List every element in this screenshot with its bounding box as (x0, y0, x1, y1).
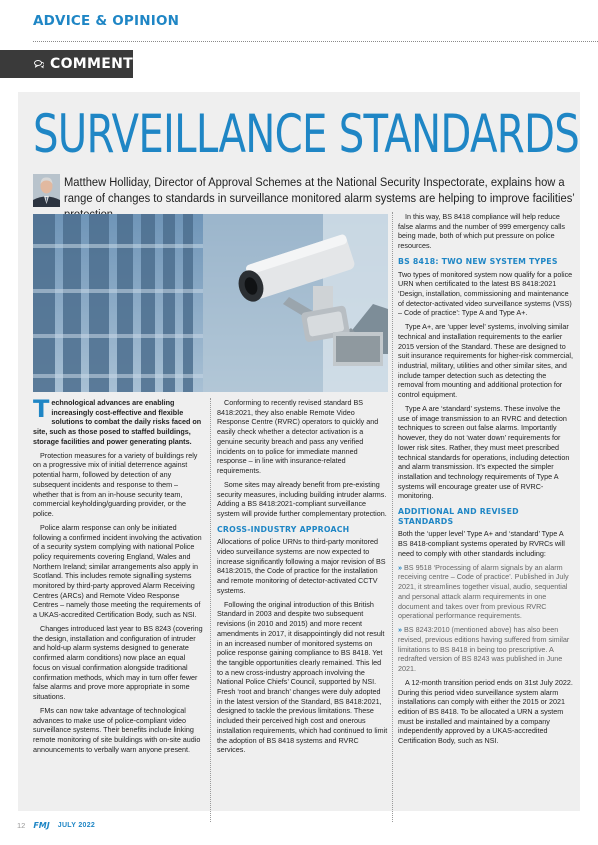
page-number: 12 (17, 821, 26, 830)
column-divider (392, 212, 393, 822)
paragraph: Protection measures for a variety of buildings rely on a progressive mix of initial deterrence against potential harm, followed by detection of any subsequent incidents and response to them – whether that is from an in-house security team, commercial keyholding/guarding provider, or the police. (33, 450, 198, 518)
subheading-system-types: BS 8418: TWO NEW SYSTEM TYPES (398, 256, 558, 266)
column-divider (210, 398, 211, 822)
article-column-2 (217, 398, 388, 759)
bullet-item: » BS 8243:2010 (mentioned above) has also been revised, previous editions having suffered from similar limitations to BS 8418 in being too prescriptive. A redrafted version of BS 8243 was published in June 2021. (398, 625, 570, 673)
paragraph: Allocations of police URNs to third-party monitored video surveillance systems are now expected to increase significantly following a major revision of BS 8418:2015, the Code of practice for the installation and remote monitoring of detector-activated CCTV systems. (217, 537, 386, 595)
standfirst: Matthew Holliday, Director of Approval Schemes at the National Security Inspectorate, explains how a range of changes to standards in surveillance monitored alarm systems are helping to improve facilities’ (64, 175, 575, 205)
paragraph: Some sites may already benefit from pre-existing security measures, including building intruder alarms. Adding a BS 8418:2021-compliant surveillance system will provide further complementary protection. (217, 479, 387, 518)
section-label: ADVICE & OPINION (33, 13, 180, 29)
issue-date: JULY 2022 (57, 822, 96, 829)
paragraph: Type A are ‘standard’ systems. These involve the use of image transmission to an RVRC and detection techniques to screen out false alarms. Importantly however, they do not ‘water down’ requirements for lower risk sites. Rather, they must meet prescribed technical standards for operations, including detection and alarm transmission. It’s expected the simpler installation and technology requirements of Type A systems will encourage greater use of RVRC-monitoring. (398, 404, 570, 501)
header-divider (33, 41, 598, 42)
author-portrait (33, 174, 60, 207)
paragraph: Type A+, are ‘upper level’ systems, involving similar technical and installation requirements to the earlier 2015 version of the Standard. These are designed to suit insurance requirements for higher-risk commercial, industrial, military, utilities and other similar sites, and include tamper detection such as detecting the removal from mounting and additional protection for control equipment. (398, 322, 573, 400)
page-footer (17, 821, 95, 830)
bullet-item: » BS 9518 ‘Processing of alarm signals by an alarm receiving centre – Code of practice’. Published in July 2021, it streamlines together visual, audio, sequential and personal attack alarm requirements in one document and takes over from previous RVRC operational performance requirements. (398, 562, 569, 621)
paragraph: Changes introduced last year to BS 8243 (covering the design, installation and configuration of intruder and hold-up alarm systems designed to generate confirmed alarm conditions) now place an equal focus on visual confirmation alongside traditional confirmation methods, which may in turn offer fewer false alarms and prove more appropriate in some situations. (33, 624, 203, 701)
paragraph: A 12-month transition period ends on 31st July 2022. During this period video surveillance system alarm installations can comply with either the 2015 or 2021 edition of BS 8418. To be allocated a URN a system must be installed and maintained by a company independently approved by a UKAS-accredited Certification Body, such as NSI. (398, 677, 573, 746)
magazine-logo: FMJ (33, 821, 50, 830)
subheading-additional-standards: ADDITIONAL AND REVISED STANDARDS (398, 507, 519, 526)
paragraph: In this way, BS 8418 compliance will help reduce false alarms and the number of 999 emergency calls being made, both of which put pressure on police resources. (398, 212, 565, 251)
subheading-cross-industry: CROSS-INDUSTRY APPROACH (217, 524, 350, 534)
comment-tab-label: COMMENT (50, 56, 133, 72)
article-column-3 (398, 212, 573, 750)
article-column-1 (33, 395, 204, 759)
speech-bubbles-icon (34, 56, 44, 72)
headline: SURVEILLANCE STANDARDS (33, 104, 580, 165)
bullet-marker-icon: » (398, 562, 402, 572)
paragraph: Following the original introduction of this British Standard in 2003 and despite two subsequent revisions (in 2010 and 2015) and more recent amendments in 2017, it disappointingly did not result in an increased number of monitored systems on police response gaining compliance to BS 8418. Yet the tangible opportunities clearly remained. This led to a new cross-industry approach involving the National Police Chiefs’ Council, supported by NSI. Fresh ‘root and branch’ changes were duly adopted in the latest version of the Standard, BS 8418:2021, designed to tackle the previous limitations. These included their perceived high cost and onerous installation requirements, which had continued to limit the adoption of BS 8418 systems and RVRC services. (217, 599, 388, 755)
cctv-camera-photo (33, 214, 388, 392)
lead-paragraph: Technological advances are enabling increasingly cost-effective and flexible solutions to combat the daily risks faced on site, such as those posed to staffed buildings, storage facilities and power generating plants. (33, 395, 202, 446)
comment-tab (0, 50, 133, 78)
drop-cap: T (33, 395, 50, 423)
paragraph: Two types of monitored system now qualify for a police URN when certificated to the latest BS 8418:2021 ‘Design, installation, commissioning and maintenance of detector-activated video surveillance systems (VSS) – Code of practice’: Type A and Type A+. (398, 269, 573, 318)
bullet-marker-icon: » (398, 625, 402, 635)
paragraph: Conforming to recently revised standard BS 8418:2021, they also enable Remote Video Response Centre (RVRC) operators to quickly and easily check whether a detector activation is a genuine security breach and pass any verified incidents on to police for immediate manned response – in line with insurance-related requirements. (217, 398, 379, 475)
paragraph: FMs can now take advantage of technological advances to make use of police-compliant video surveillance systems. Their benefits include linking remote monitoring of site buildings with on-site audio announcements to verbally warn anyone present. (33, 705, 201, 754)
paragraph: Police alarm response can only be initiated following a confirmed incident involving the activation of a security system complying with national Police policy requirements covering England, Wales and Northern Ireland; similar arrangements also apply in Scotland. This includes remote signalling systems monitored by third-party approved Alarm Receiving Centres (ARCs) and Remote Video Response Centres – namely those meeting the requirements of a UKAS-accredited Certification Body, such as NSI. (33, 522, 202, 620)
paragraph: Both the ‘upper level’ Type A+ and ‘standard’ Type A BS 8418-compliant systems operated by RVRCs will need to comply with other standards including: (398, 529, 565, 558)
